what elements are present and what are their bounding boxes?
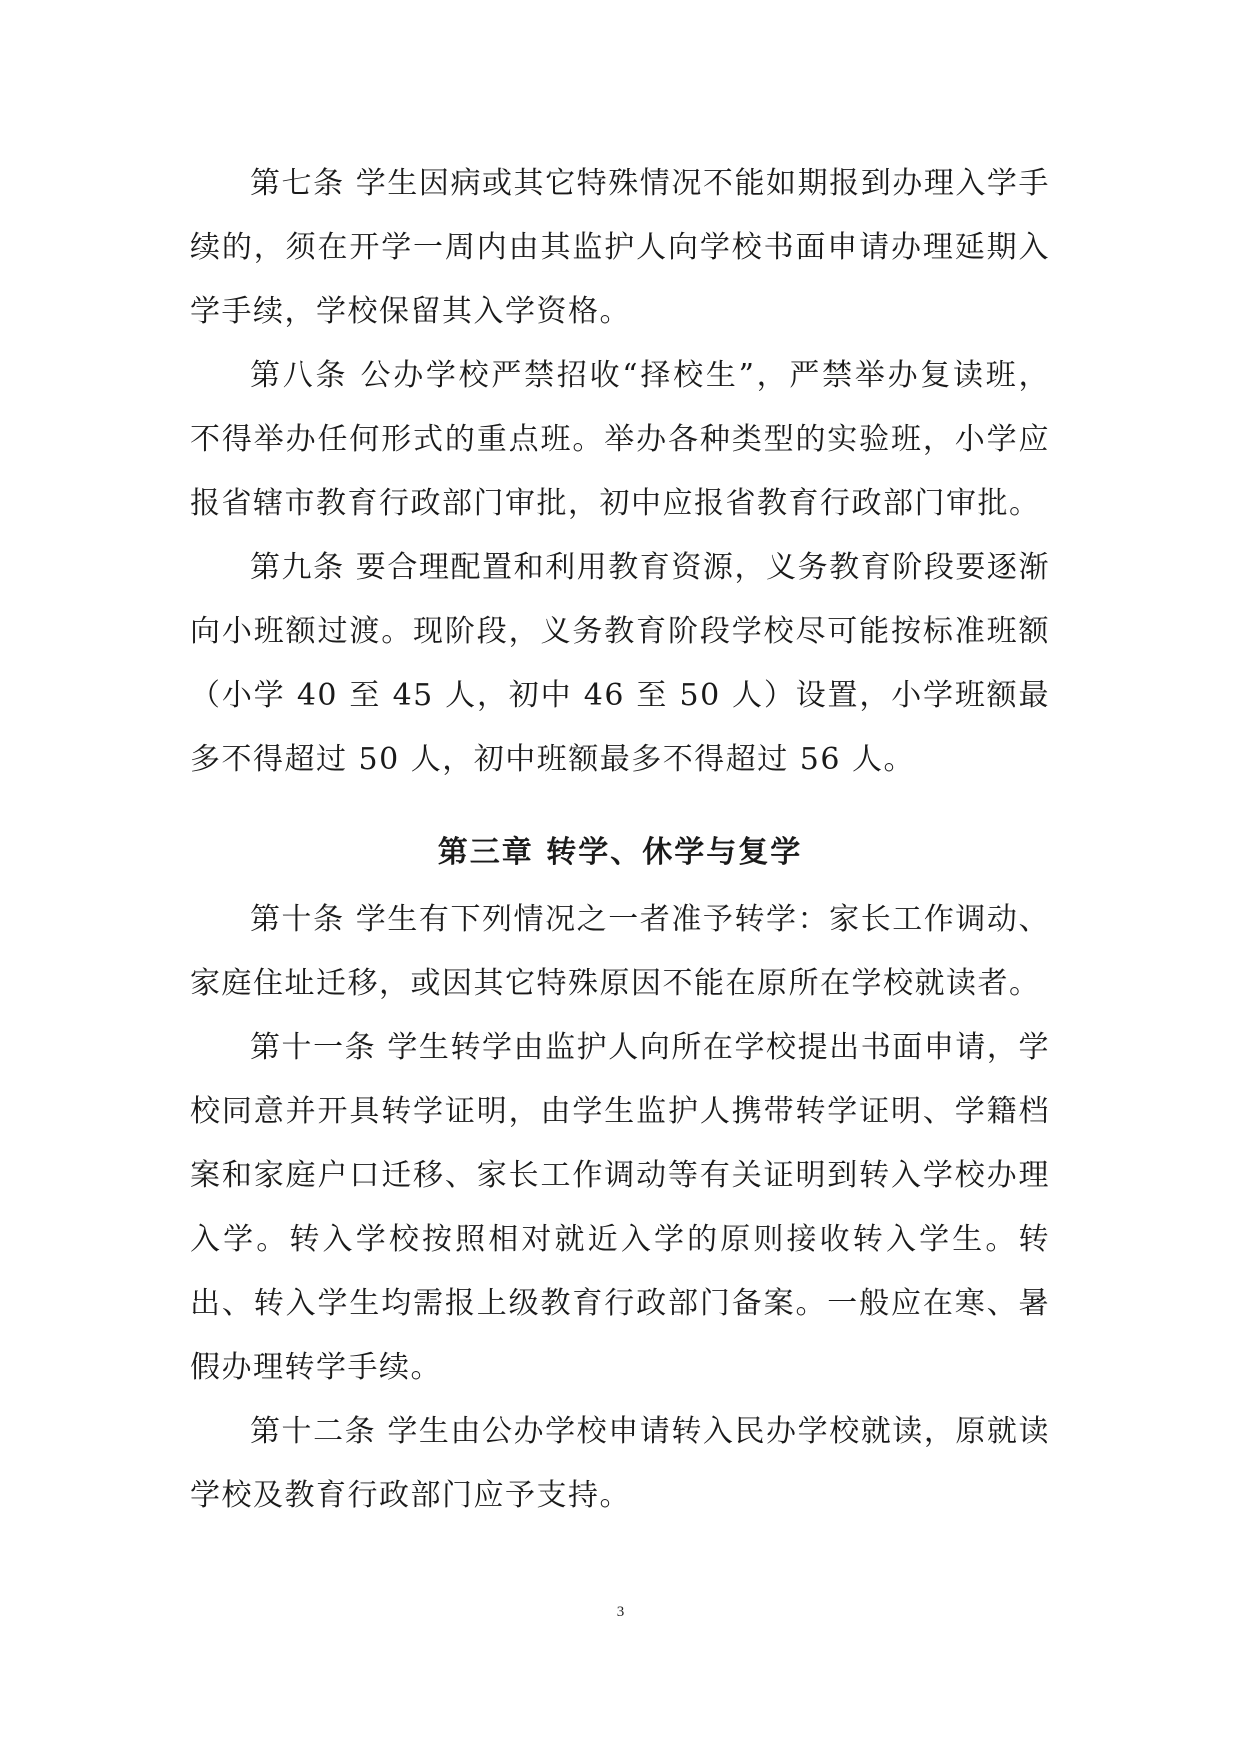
article-11-paragraph: 第十一条 学生转学由监护人向所在学校提出书面申请，学校同意并开具转学证明，由学生监护人携带转学证明、学籍档案和家庭户口迁移、家长工作调动等有关证明到转入学校办理入学。转入学校按照相对就近入学的原则接收转入学生。转出、转入学生均需报上级教育行政部门备案。一般应在寒、暑假办理转学手续。 [190,1030,1050,1385]
page-content [190,152,1050,1528]
article-12-paragraph: 第十二条 学生由公办学校申请转入民办学校就读，原就读学校及教育行政部门应予支持。 [190,1414,1050,1513]
article-9-paragraph: 第九条 要合理配置和利用教育资源，义务教育阶段要逐渐向小班额过渡。现阶段，义务教育阶段学校尽可能按标准班额（小学 40 至 45 人，初中 46 至 50 人）设置，小学班额最多不得超过 50 人，初中班额最多不得超过 56 人。 [190,550,1050,777]
article-8-paragraph: 第八条 公办学校严禁招收“择校生”，严禁举办复读班，不得举办任何形式的重点班。举办各种类型的实验班，小学应报省辖市教育行政部门审批，初中应报省教育行政部门审批。 [190,358,1050,521]
chapter-heading: 第三章 转学、休学与复学 [437,835,803,870]
page-number: 3 [616,1604,625,1620]
article-7-paragraph: 第七条 学生因病或其它特殊情况不能如期报到办理入学手续的，须在开学一周内由其监护人向学校书面申请办理延期入学手续，学校保留其入学资格。 [190,166,1050,329]
article-10-paragraph: 第十条 学生有下列情况之一者准予转学：家长工作调动、家庭住址迁移，或因其它特殊原因不能在原所在学校就读者。 [190,902,1050,1001]
